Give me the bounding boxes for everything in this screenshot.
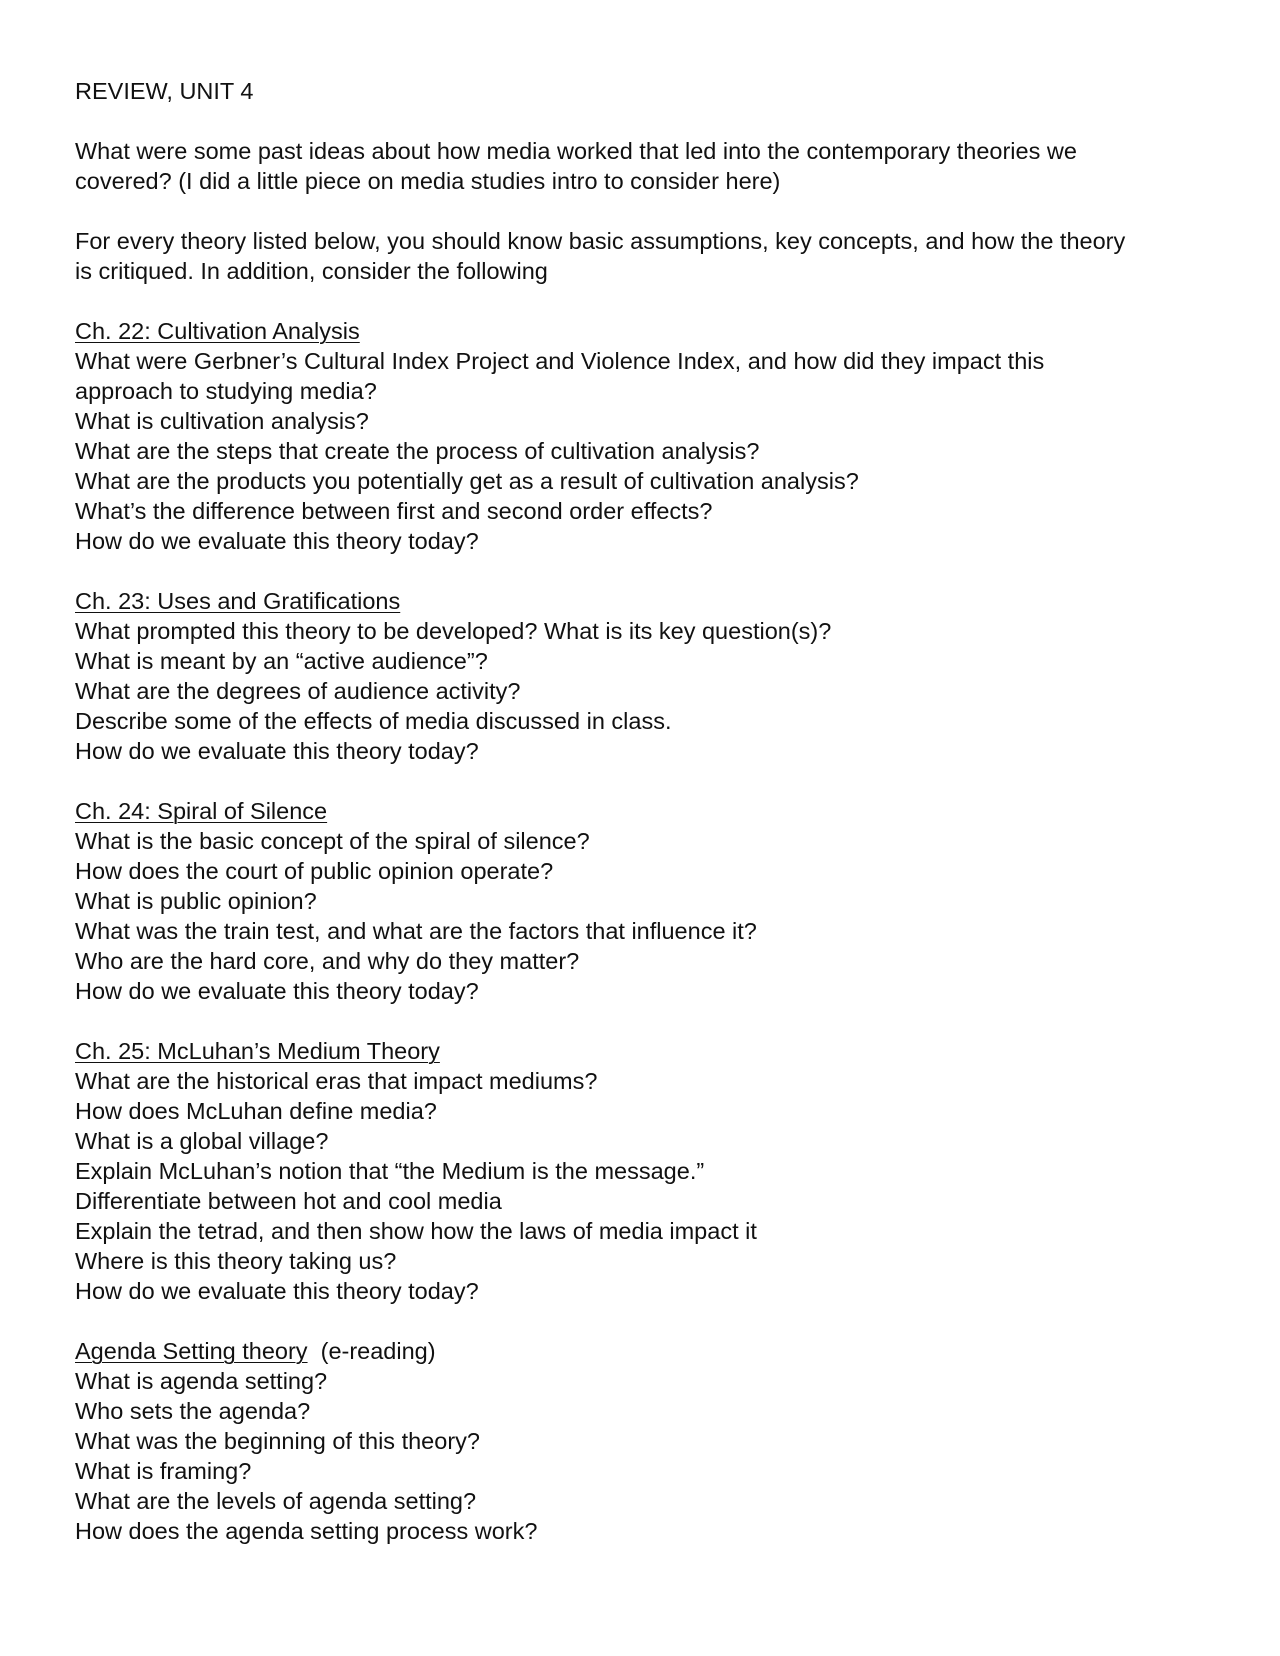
section-heading-text: Agenda Setting theory <box>75 1338 308 1364</box>
question-line: Describe some of the effects of media discussed in class. <box>75 708 672 734</box>
question-line: Explain the tetrad, and then show how the laws of media impact it <box>75 1218 757 1244</box>
spacer <box>75 1306 1205 1336</box>
question-line: How do we evaluate this theory today? <box>75 738 479 764</box>
question-line: Who are the hard core, and why do they matter? <box>75 948 580 974</box>
section-heading-text: Ch. 22: Cultivation Analysis <box>75 318 360 344</box>
question-line: What is framing? <box>75 1458 252 1484</box>
question-line: What are the levels of agenda setting? <box>75 1488 477 1514</box>
section-heading <box>75 1336 1205 1366</box>
spacer <box>75 1006 1205 1036</box>
section-heading <box>75 796 1205 826</box>
intro-line: For every theory listed below, you should know basic assumptions, key concepts, and how the theory <box>75 228 1126 254</box>
question-line: What are the degrees of audience activity? <box>75 678 521 704</box>
question-line: What is agenda setting? <box>75 1368 328 1394</box>
intro-paragraph-2 <box>75 226 1205 286</box>
section-heading <box>75 1036 1205 1066</box>
question-line: What prompted this theory to be developed? What is its key question(s)? <box>75 618 832 644</box>
question-line: What are the steps that create the process of cultivation analysis? <box>75 438 760 464</box>
section-mcluhan-medium-theory <box>75 1036 1205 1306</box>
section-uses-and-gratifications <box>75 586 1205 766</box>
question-line: How does McLuhan define media? <box>75 1098 437 1124</box>
section-cultivation-analysis <box>75 316 1205 556</box>
question-line: How do we evaluate this theory today? <box>75 1278 479 1304</box>
question-line: What is cultivation analysis? <box>75 408 369 434</box>
document-title: REVIEW, UNIT 4 <box>75 78 254 104</box>
spacer <box>75 106 1205 136</box>
question-line: What is public opinion? <box>75 888 317 914</box>
question-line: How do we evaluate this theory today? <box>75 978 479 1004</box>
question-line: What is meant by an “active audience”? <box>75 648 488 674</box>
question-line: Who sets the agenda? <box>75 1398 311 1424</box>
intro-line: is critiqued. In addition, consider the following <box>75 258 548 284</box>
question-line: Where is this theory taking us? <box>75 1248 397 1274</box>
question-line: Differentiate between hot and cool media <box>75 1188 502 1214</box>
question-line: approach to studying media? <box>75 378 377 404</box>
section-spiral-of-silence <box>75 796 1205 1006</box>
question-line: Explain McLuhan’s notion that “the Medium is the message.” <box>75 1158 705 1184</box>
question-line: What is a global village? <box>75 1128 329 1154</box>
question-line: What’s the difference between first and second order effects? <box>75 498 713 524</box>
spacer <box>75 766 1205 796</box>
intro-paragraph-1 <box>75 136 1205 196</box>
question-line: What was the beginning of this theory? <box>75 1428 480 1454</box>
section-heading-text: Ch. 24: Spiral of Silence <box>75 798 328 824</box>
section-heading-text: Ch. 25: McLuhan’s Medium Theory <box>75 1038 440 1064</box>
section-heading <box>75 316 1205 346</box>
section-heading-text: Ch. 23: Uses and Gratifications <box>75 588 401 614</box>
question-line: How does the court of public opinion operate? <box>75 858 554 884</box>
question-line: How do we evaluate this theory today? <box>75 528 479 554</box>
question-line: What was the train test, and what are the factors that influence it? <box>75 918 757 944</box>
spacer <box>75 286 1205 316</box>
question-line: What is the basic concept of the spiral of silence? <box>75 828 590 854</box>
intro-line: What were some past ideas about how media worked that led into the contemporary theories we <box>75 138 1077 164</box>
section-heading <box>75 586 1205 616</box>
intro-line: covered? (I did a little piece on media studies intro to consider here) <box>75 168 781 194</box>
question-line: What are the products you potentially get as a result of cultivation analysis? <box>75 468 859 494</box>
section-agenda-setting <box>75 1336 1205 1546</box>
spacer <box>75 196 1205 226</box>
question-line: What were Gerbner’s Cultural Index Project and Violence Index, and how did they impact this <box>75 348 1045 374</box>
document-page <box>75 76 1205 1546</box>
spacer <box>75 556 1205 586</box>
question-line: How does the agenda setting process work? <box>75 1518 538 1544</box>
question-line: What are the historical eras that impact mediums? <box>75 1068 598 1094</box>
section-heading-suffix: (e-reading) <box>320 1338 436 1364</box>
